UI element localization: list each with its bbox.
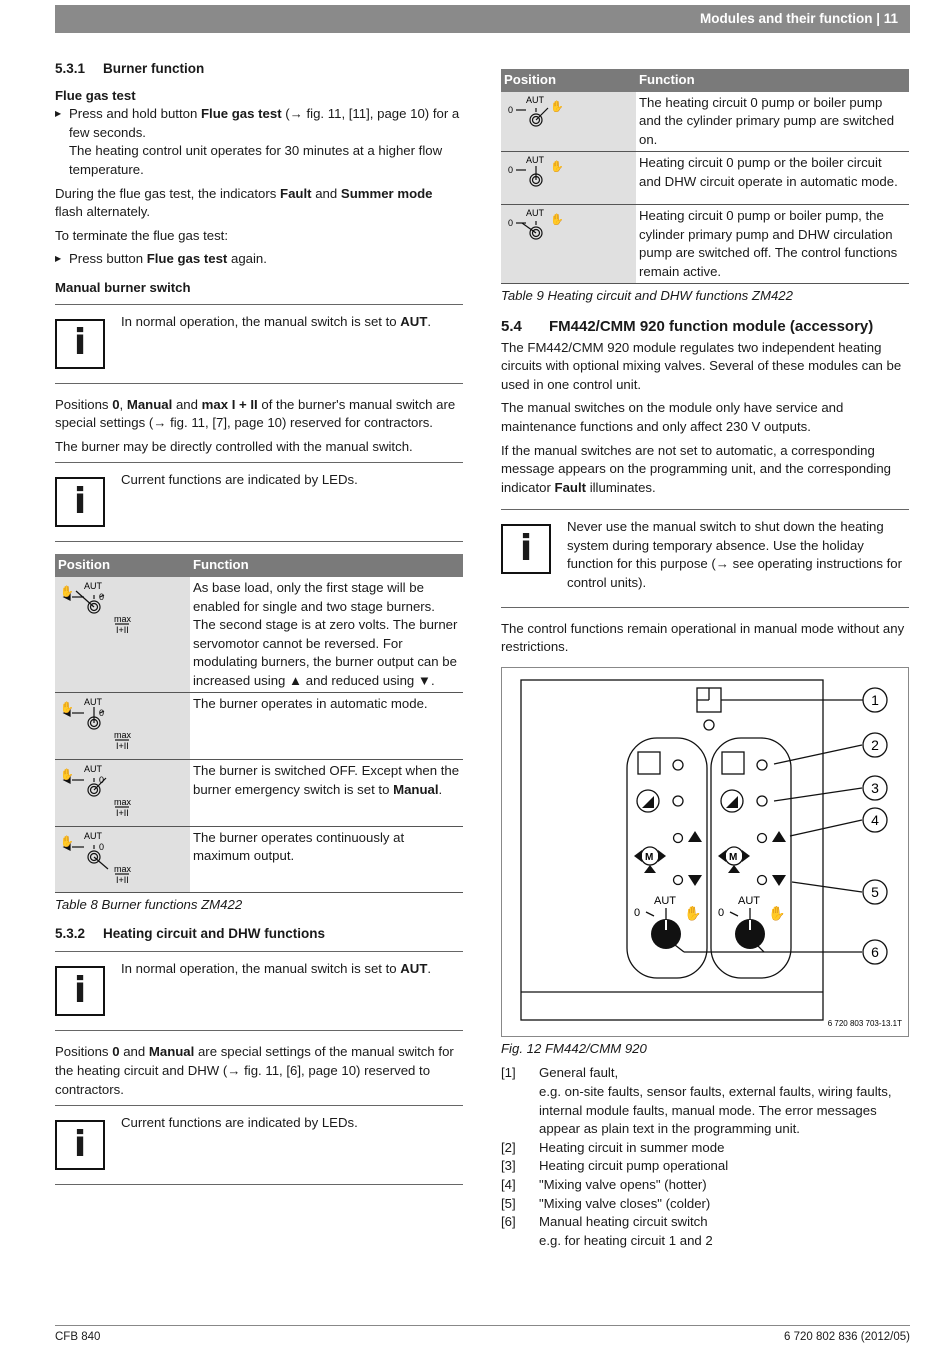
table-9-caption: Table 9 Heating circuit and DHW functions ZM422 [501, 288, 793, 304]
svg-text:0: 0 [508, 104, 514, 115]
info-note [501, 509, 909, 607]
svg-text:AUT: AUT [84, 697, 102, 708]
function-cell: As base load, only the first stage will be enabled for single and two stage burners. The second stage is at zero volts. The burner servomotor cannot be reversed. For modulating burners, the burner output can be increased using ▲ and reduced using ▼. [190, 577, 463, 693]
svg-text:✋: ✋ [60, 701, 74, 715]
note-text: In normal operation, the manual switch is set to AUT. [121, 961, 432, 977]
svg-text:max: max [114, 730, 132, 741]
function-cell: Heating circuit 0 pump or boiler pump, the cylinder primary pump and DHW circulation pump are switched off. The control functions remain active. [636, 204, 909, 283]
function-cell: The burner is switched OFF. Except when the burner emergency switch is set to Manual. [190, 760, 463, 827]
note-text: Current functions are indicated by LEDs. [121, 1115, 358, 1131]
svg-text:✋: ✋ [550, 99, 564, 113]
burner-switch-manual-icon [55, 577, 190, 693]
col-header-position: Position [55, 554, 190, 577]
table-row [55, 577, 463, 693]
svg-text:0: 0 [99, 841, 105, 852]
figure-code: 6 720 803 703-13.1T [827, 1018, 902, 1028]
info-icon: i [55, 1120, 105, 1170]
figure-12-caption: Fig. 12 FM442/CMM 920 [501, 1040, 647, 1056]
figure-legend [501, 1064, 909, 1250]
svg-text:AUT: AUT [526, 94, 544, 105]
svg-text:✋: ✋ [60, 584, 74, 598]
svg-text:0: 0 [99, 591, 105, 602]
function-cell: The burner operates continuously at maximum output. [190, 826, 463, 893]
heating-circuit-2-controls [718, 752, 786, 949]
footer-doc-name: CFB 840 [55, 1331, 101, 1343]
svg-text:AUT: AUT [738, 894, 760, 907]
flue-para-2: To terminate the flue gas test: [55, 227, 228, 243]
svg-text:0: 0 [718, 906, 725, 919]
info-icon: i [55, 319, 105, 369]
mbs-para-1: Positions 0, Manual and max I + II of the burner's manual switch are special settings (→ fig. 11, [7], page 10) reserved for contractors. [55, 396, 456, 431]
col-header-position: Position [501, 69, 636, 92]
s54-para-3: If the manual switches are not set to automatic, a corresponding message appears on the programming unit, and the corresponding indicator Fault illuminates. [501, 442, 892, 495]
svg-text:AUT: AUT [654, 894, 676, 907]
svg-text:✋: ✋ [550, 212, 564, 226]
section-531-heading: 5.3.1 Burner function [55, 61, 205, 76]
svg-text:AUT: AUT [84, 764, 102, 775]
manual-burner-switch-heading: Manual burner switch [55, 279, 191, 295]
svg-text:AUT: AUT [526, 207, 544, 218]
callout-2: 2 [871, 736, 879, 753]
footer-doc-number: 6 720 802 836 (2012/05) [784, 1331, 910, 1343]
svg-text:✋: ✋ [684, 905, 702, 922]
table-8-caption: Table 8 Burner functions ZM422 [55, 897, 243, 913]
flue-step-2: ▶ Press button Flue gas test again. [55, 250, 463, 269]
note-text: Current functions are indicated by LEDs. [121, 472, 358, 488]
fm442-module-diagram [502, 668, 908, 1036]
svg-text:I+II: I+II [116, 624, 129, 635]
legend-item: [3] Heating circuit pump operational [501, 1158, 729, 1174]
svg-text:I+II: I+II [116, 741, 129, 752]
info-note [55, 462, 463, 542]
callout-6: 6 [871, 943, 879, 960]
info-note [55, 1105, 463, 1185]
left-column [55, 60, 463, 1197]
burner-switch-max-icon [55, 826, 190, 893]
burner-switch-off-icon [55, 760, 190, 827]
burner-switch-aut-icon [55, 693, 190, 760]
section-54-heading: 5.4 FM442/CMM 920 function module (accessory) [501, 317, 874, 335]
svg-text:0: 0 [508, 165, 514, 176]
callout-3: 3 [871, 779, 879, 796]
svg-text:✋: ✋ [550, 160, 564, 174]
svg-text:0: 0 [634, 906, 641, 919]
legend-item: [2] Heating circuit in summer mode [501, 1139, 725, 1155]
table-row [501, 152, 909, 205]
flue-para-1: During the flue gas test, the indicators Fault and Summer mode flash alternately. [55, 185, 433, 220]
pump-switch-off-icon [501, 204, 636, 283]
svg-text:M: M [729, 851, 738, 863]
legend-item: [1] General fault, e.g. on-site faults, sensor faults, external faults, wiring faults, internal module faults, manual mode. The error messages appear as plain text in the programming unit. [501, 1065, 892, 1137]
svg-text:max: max [114, 797, 132, 808]
info-icon: i [55, 477, 105, 527]
section-532-heading: 5.3.2 Heating circuit and DHW functions [55, 925, 326, 941]
flue-gas-heading: Flue gas test [55, 87, 136, 103]
s54-para-2: The manual switches on the module only have service and maintenance functions and only affect 230 V outputs. [501, 400, 844, 434]
callout-1: 1 [871, 691, 879, 708]
svg-text:✋: ✋ [60, 834, 74, 848]
svg-text:max: max [114, 613, 132, 624]
table-row [55, 693, 463, 760]
legend-item: [5] "Mixing valve closes" (colder) [501, 1195, 711, 1211]
figure-12 [501, 667, 909, 1037]
info-icon: i [501, 524, 551, 574]
table-row [501, 204, 909, 283]
s54-para-1: The FM442/CMM 920 module regulates two independent heating circuits with optional mixing valves. Several of these modules can be used in one control unit. [501, 339, 902, 392]
svg-text:✋: ✋ [768, 905, 786, 922]
svg-text:AUT: AUT [84, 830, 102, 841]
svg-text:M: M [645, 851, 654, 863]
svg-text:AUT: AUT [84, 580, 102, 591]
svg-text:✋: ✋ [60, 768, 74, 782]
pump-switch-aut-icon [501, 152, 636, 205]
heating-circuit-1-controls [634, 752, 702, 949]
function-cell: The burner operates in automatic mode. [190, 693, 463, 760]
legend-item: [6] Manual heating circuit switch e.g. for heating circuit 1 and 2 [501, 1214, 713, 1248]
function-cell: Heating circuit 0 pump or the boiler circuit and DHW circuit operate in automatic mode. [636, 152, 909, 205]
flue-step-1: ▶ Press and hold button Flue gas test (→ fig. 11, [11], page 10) for a few seconds. The heating control unit operates for 30 minutes at a higher flow temperature. [55, 105, 463, 179]
svg-text:max: max [114, 863, 132, 874]
svg-text:0: 0 [508, 217, 514, 228]
svg-text:I+II: I+II [116, 808, 129, 819]
page-footer [55, 1325, 910, 1347]
col-header-function: Function [190, 554, 463, 577]
callout-4: 4 [871, 811, 879, 828]
note-text: Never use the manual switch to shut down the heating system during temporary absence. Use the holiday function for this purpose (→ see operating instructions for control units). [567, 519, 902, 591]
table-9 [501, 69, 909, 284]
mbs-para-2: The burner may be directly controlled with the manual switch. [55, 438, 413, 454]
svg-text:AUT: AUT [526, 155, 544, 166]
pump-switch-manual-icon [501, 92, 636, 152]
note-text: In normal operation, the manual switch is set to AUT. [121, 313, 432, 329]
table-row [55, 760, 463, 827]
info-icon: i [55, 966, 105, 1016]
svg-text:0: 0 [99, 775, 105, 786]
s532-para-1: Positions 0 and Manual are special settings of the manual switch for the heating circuit and DHW (→ fig. 11, [6], page 10) reserved to contractors. [55, 1044, 454, 1097]
function-cell: The heating circuit 0 pump or boiler pump and the cylinder primary pump are switched on. [636, 92, 909, 152]
table-8 [55, 554, 463, 893]
table-row [55, 826, 463, 893]
page-header: Modules and their function | 11 [55, 5, 910, 33]
col-header-function: Function [636, 69, 909, 92]
callout-5: 5 [871, 883, 879, 900]
svg-text:I+II: I+II [116, 874, 129, 885]
right-column [501, 69, 909, 1250]
info-note [55, 951, 463, 1031]
info-note [55, 304, 463, 384]
table-row [501, 92, 909, 152]
svg-text:0: 0 [99, 708, 105, 719]
s54-para-4: The control functions remain operational in manual mode without any restrictions. [501, 620, 905, 655]
legend-item: [4] "Mixing valve opens" (hotter) [501, 1177, 707, 1192]
